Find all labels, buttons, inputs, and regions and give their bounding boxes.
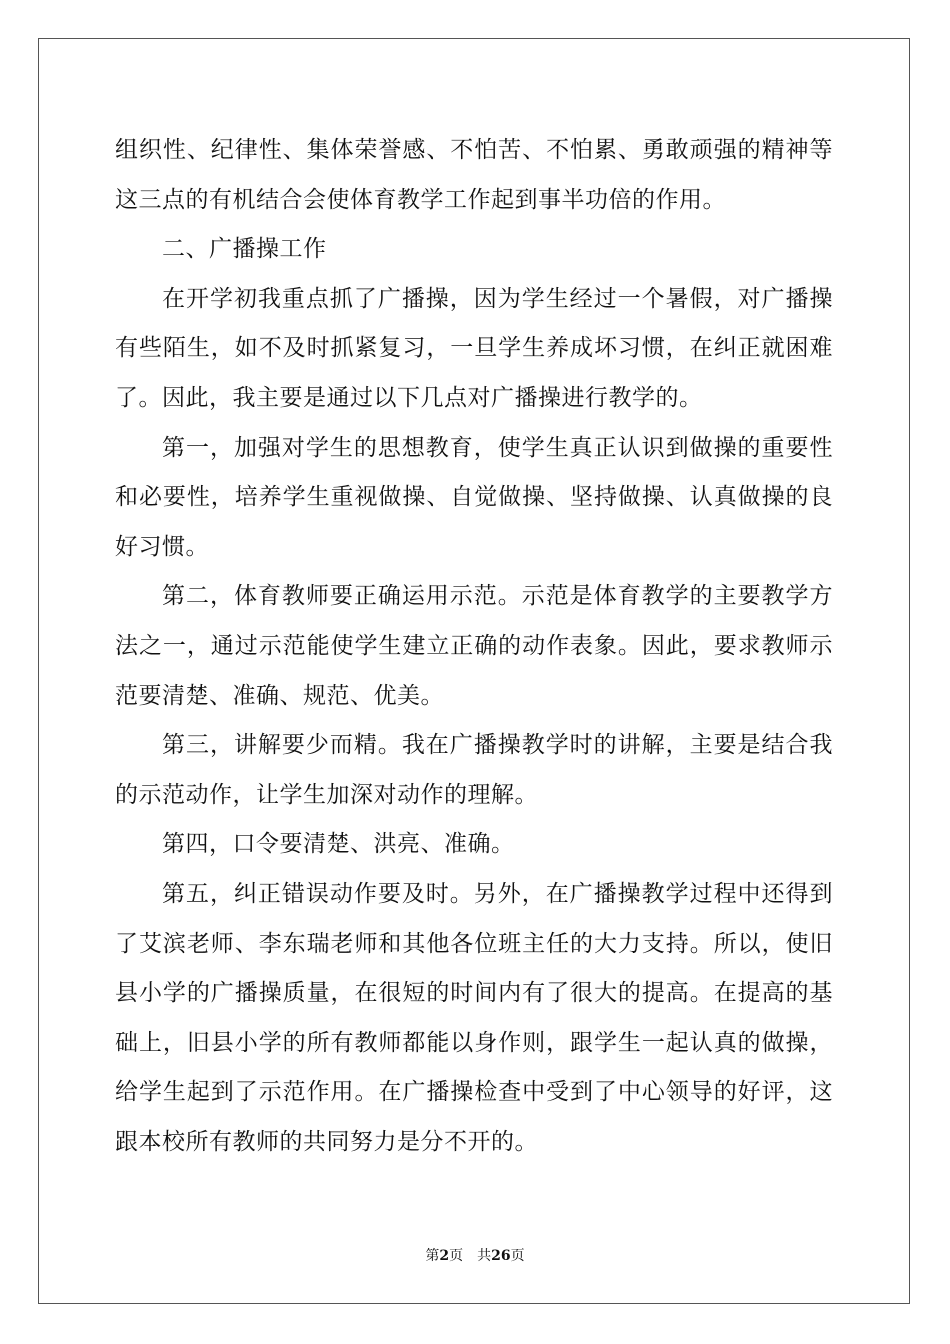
text-line: 法之一，通过示范能使学生建立正确的动作表象。因此，要求教师示 (115, 632, 833, 659)
text-line: 组织性、纪律性、集体荣誉感、不怕苦、不怕累、勇敢顽强的精神等 (115, 137, 833, 163)
text-line: 在开学初我重点抓了广播操，因为学生经过一个暑假，对广播操 (162, 285, 833, 312)
text-line: 第二，体育教师要正确运用示范。示范是体育教学的主要教学方 (162, 583, 833, 610)
footer-page-suffix: 页 (449, 1248, 464, 1264)
footer-total-suffix: 页 (510, 1248, 525, 1264)
text-line: 础上，旧县小学的所有教师都能以身作则，跟学生一起认真的做操， (115, 1029, 833, 1056)
footer-page-prefix: 第 (425, 1248, 440, 1264)
text-line: 和必要性，培养学生重视做操、自觉做操、坚持做操、认真做操的良 (115, 484, 833, 511)
text-line: 这三点的有机结合会使体育教学工作起到事半功倍的作用。 (115, 186, 726, 213)
text-line: 了。因此，我主要是通过以下几点对广播操进行教学的。 (115, 384, 703, 411)
text-line: 跟本校所有教师的共同努力是分不开的。 (115, 1128, 538, 1155)
text-line: 给学生起到了示范作用。在广播操检查中受到了中心领导的好评，这 (115, 1079, 833, 1106)
text-line: 第五，纠正错误动作要及时。另外，在广播操教学过程中还得到 (162, 880, 833, 907)
text-line: 县小学的广播操质量，在很短的时间内有了很大的提高。在提高的基 (115, 980, 833, 1007)
page-footer (0, 1246, 950, 1266)
text-line: 好习惯。 (115, 533, 209, 560)
text-line: 范要清楚、准确、规范、优美。 (115, 682, 444, 709)
text-line: 第四，口令要清楚、洪亮、准确。 (162, 831, 515, 858)
footer-total-pages: 26 (491, 1248, 511, 1264)
text-line: 有些陌生，如不及时抓紧复习，一旦学生养成坏习惯，在纠正就困难 (115, 335, 833, 362)
text-line: 二、广播操工作 (162, 236, 327, 263)
footer-total-prefix: 共 (477, 1248, 492, 1264)
footer-page-number: 2 (439, 1248, 450, 1264)
text-line: 第三，讲解要少而精。我在广播操教学时的讲解，主要是结合我 (162, 732, 833, 759)
document-body (115, 126, 833, 1167)
text-line: 了艾滨老师、李东瑞老师和其他各位班主任的大力支持。所以，使旧 (115, 930, 833, 957)
text-line: 的示范动作，让学生加深对动作的理解。 (115, 781, 538, 808)
text-line: 第一，加强对学生的思想教育，使学生真正认识到做操的重要性 (162, 434, 833, 461)
